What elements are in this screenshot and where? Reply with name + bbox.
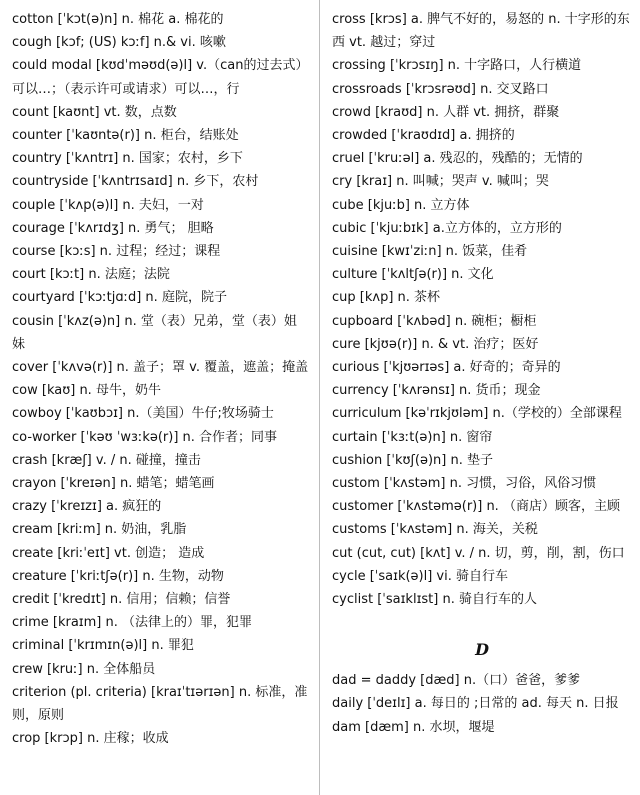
vocab-entry: crossroads [ˈkrɔsrəʊd] n. 交叉路口 bbox=[332, 81, 549, 97]
vocab-entry: crazy [ˈkreɪzɪ] a. 疯狂的 bbox=[12, 499, 162, 515]
vocab-entry: crayon [ˈkreɪən] n. 蜡笔；蜡笔画 bbox=[12, 476, 215, 492]
vocab-entry: currency [ˈkʌrənsɪ] n. 货币；现金 bbox=[332, 383, 541, 399]
section-letter-d: D bbox=[475, 640, 489, 660]
vocab-entry: credit [ˈkredɪt] n. 信用；信赖；信誉 bbox=[12, 592, 231, 608]
vocab-entry: could modal [kʊdˈməʊd(ə)l] v.（can的过去式）可以…；（表示许可或请求）可以…，行 bbox=[12, 58, 309, 97]
vocab-entry: custom [ˈkʌstəm] n. 习惯，习俗，风俗习惯 bbox=[332, 476, 597, 492]
vocab-entry: crowd [kraʊd] n. 人群 vt. 拥挤，群聚 bbox=[332, 104, 560, 120]
vocab-entry: couple [ˈkʌp(ə)l] n. 夫妇，一对 bbox=[12, 197, 204, 213]
vocab-entry: cushion [ˈkʊʃ(ə)n] n. 垫子 bbox=[332, 452, 493, 468]
vocab-entry: curriculum [kəˈrɪkjʊləm] n.（学校的）全部课程 bbox=[332, 406, 622, 422]
vocab-entry: cross [krɔs] a. 脾气不好的，易怒的 n. 十字形的东西 vt. 越过；穿过 bbox=[332, 12, 630, 51]
vocab-entry: dam [dæm] n. 水坝，堰堤 bbox=[332, 719, 495, 735]
vocab-entry: course [kɔːs] n. 过程；经过；课程 bbox=[12, 244, 221, 260]
vocab-entry: count [kaʊnt] vt. 数，点数 bbox=[12, 104, 177, 120]
vocab-entry: courtyard [ˈkɔːtjɑːd] n. 庭院，院子 bbox=[12, 290, 227, 306]
vocab-entry: crew [kruː] n. 全体船员 bbox=[12, 661, 156, 677]
vocab-entry: cyclist [ˈsaɪklɪst] n. 骑自行车的人 bbox=[332, 592, 537, 608]
vocab-entry: cry [kraɪ] n. 叫喊；哭声 v. 喊叫；哭 bbox=[332, 174, 549, 190]
vocab-entry: countryside [ˈkʌntrɪsaɪd] n. 乡下，农村 bbox=[12, 174, 259, 190]
vocab-entry: cubic [ˈkjuːbɪk] a.立方体的，立方形的 bbox=[332, 220, 562, 236]
vocab-entry: cousin [ˈkʌz(ə)n] n. 堂（表）兄弟，堂（表）姐妹 bbox=[12, 313, 297, 352]
vocab-entry: cut (cut, cut) [kʌt] v. / n. 切，剪，削，割，伤口 bbox=[332, 545, 625, 561]
vocab-entry: criminal [ˈkrɪmɪn(ə)l] n. 罪犯 bbox=[12, 638, 194, 654]
vocab-entry: cream [kriːm] n. 奶油，乳脂 bbox=[12, 522, 187, 538]
vocab-entry: creature [ˈkriːtʃə(r)] n. 生物，动物 bbox=[12, 568, 224, 584]
vocab-entry: cover [ˈkʌvə(r)] n. 盖子；罩 v. 覆盖，遮盖；掩盖 bbox=[12, 360, 309, 376]
vocab-entry: daily [ˈdeɪlɪ] a. 每日的 ;日常的 ad. 每天 n. 日报 bbox=[332, 696, 619, 712]
vocab-entry: cuisine [kwɪˈziːn] n. 饭菜，佳肴 bbox=[332, 244, 528, 260]
vocab-entry: customer [ˈkʌstəmə(r)] n. （商店）顾客，主顾 bbox=[332, 499, 620, 515]
vocab-entry: curtain [ˈkɜːt(ə)n] n. 窗帘 bbox=[332, 429, 493, 445]
vocab-entry: cure [kjʊə(r)] n. & vt. 治疗；医好 bbox=[332, 336, 539, 352]
vocab-entry: cupboard [ˈkʌbəd] n. 碗柜；橱柜 bbox=[332, 313, 537, 329]
vocab-entry: create [kriːˈeɪt] vt. 创造； 造成 bbox=[12, 545, 205, 561]
vocab-entry: co-worker [ˈkəʊ ˈwɜːkə(r)] n. 合作者；同事 bbox=[12, 429, 278, 445]
vocab-entry: country [ˈkʌntrɪ] n. 国家；农村，乡下 bbox=[12, 151, 243, 167]
vocab-entry: criterion (pl. criteria) [kraɪˈtɪərɪən] n. 标准，准则，原则 bbox=[12, 684, 308, 724]
vocab-entry: cowboy [ˈkaʊbɔɪ] n.（美国）牛仔;牧场骑士 bbox=[12, 406, 274, 422]
right-column bbox=[320, 0, 640, 795]
vocab-entry: dad = daddy [dæd] n.（口）爸爸，爹爹 bbox=[332, 673, 581, 689]
vocab-entry: crossing [ˈkrɔsɪŋ] n. 十字路口，人行横道 bbox=[332, 58, 582, 74]
vocab-entry: curious [ˈkjʊərɪəs] a. 好奇的；奇异的 bbox=[332, 360, 561, 376]
vocab-entry: cycle [ˈsaɪk(ə)l] vi. 骑自行车 bbox=[332, 568, 509, 584]
vocab-entry: customs [ˈkʌstəm] n. 海关，关税 bbox=[332, 522, 538, 538]
vocab-entry: counter [ˈkaʊntə(r)] n. 柜台，结账处 bbox=[12, 128, 239, 144]
c-entries-continued bbox=[332, 8, 632, 611]
vocab-entry: cough [kɔf; (US) kɔːf] n.& vi. 咳嗽 bbox=[12, 35, 226, 51]
vocab-entry: cotton [ˈkɔt(ə)n] n. 棉花 a. 棉花的 bbox=[12, 12, 224, 27]
vocab-entry: cow [kaʊ] n. 母牛，奶牛 bbox=[12, 383, 161, 399]
vocab-entry: court [kɔːt] n. 法庭；法院 bbox=[12, 267, 170, 283]
vocab-entry: cruel [ˈkruːəl] a. 残忍的，残酷的；无情的 bbox=[332, 151, 583, 167]
d-entries bbox=[332, 669, 632, 739]
vocab-entry: crowded [ˈkraʊdɪd] a. 拥挤的 bbox=[332, 128, 515, 144]
vocab-entry: crop [krɔp] n. 庄稼；收成 bbox=[12, 731, 169, 747]
vocab-entry: crash [kræʃ] v. / n. 碰撞，撞击 bbox=[12, 452, 201, 468]
vocab-entry: crime [kraɪm] n. （法律上的）罪，犯罪 bbox=[12, 615, 253, 631]
vocab-entry: cup [kʌp] n. 茶杯 bbox=[332, 290, 441, 306]
vocab-entry: culture [ˈkʌltʃə(r)] n. 文化 bbox=[332, 267, 494, 283]
vocab-entry: courage [ˈkʌrɪdʒ] n. 勇气； 胆略 bbox=[12, 220, 214, 236]
vocab-entry: cube [kjuːb] n. 立方体 bbox=[332, 197, 470, 213]
